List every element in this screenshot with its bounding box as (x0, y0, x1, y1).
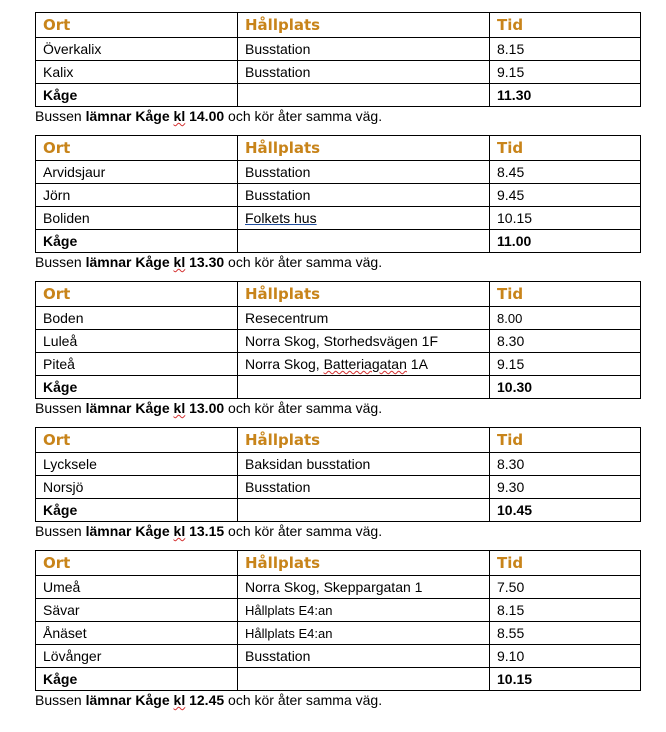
cell-hallplats: Busstation (238, 184, 490, 207)
route-table-2 (35, 135, 641, 253)
cell-hallplats: Resecentrum (238, 307, 490, 330)
destination-row (36, 668, 641, 691)
header-row (36, 13, 641, 38)
table-row (36, 307, 641, 330)
cell-ort: Överkalix (36, 38, 238, 61)
cell-hallplats: Busstation (238, 38, 490, 61)
cell-ort: Kåge (36, 230, 238, 253)
cell-hallplats (238, 668, 490, 691)
cell-ort: Norsjö (36, 476, 238, 499)
route-table-1 (35, 12, 641, 107)
cell-tid: 10.15 (490, 668, 641, 691)
header-hallplats: Hållplats (238, 136, 490, 161)
cell-tid: 9.45 (490, 184, 641, 207)
header-ort: Ort (36, 13, 238, 38)
table-row (36, 161, 641, 184)
destination-row (36, 230, 641, 253)
cell-hallplats (238, 84, 490, 107)
header-ort: Ort (36, 282, 238, 307)
table-row (36, 184, 641, 207)
header-row (36, 282, 641, 307)
cell-tid: 9.15 (490, 61, 641, 84)
table-row (36, 476, 641, 499)
header-ort: Ort (36, 551, 238, 576)
header-row (36, 428, 641, 453)
cell-hallplats: Hållplats E4:an (238, 622, 490, 645)
cell-ort: Lycksele (36, 453, 238, 476)
cell-tid: 8.15 (490, 599, 641, 622)
cell-hallplats: Baksidan busstation (238, 453, 490, 476)
cell-hallplats (238, 376, 490, 399)
table-row (36, 353, 641, 376)
header-hallplats: Hållplats (238, 551, 490, 576)
departure-note-4: Bussen lämnar Kåge kl 13.15 och kör åter samma väg. (35, 523, 383, 539)
cell-ort: Piteå (36, 353, 238, 376)
header-tid: Tid (490, 428, 641, 453)
route-table-5 (35, 550, 641, 691)
cell-ort: Arvidsjaur (36, 161, 238, 184)
hallplats-link: Folkets hus (245, 210, 317, 226)
header-tid: Tid (490, 551, 641, 576)
header-tid: Tid (490, 136, 641, 161)
cell-hallplats (238, 499, 490, 522)
cell-ort: Sävar (36, 599, 238, 622)
table-row (36, 645, 641, 668)
cell-tid: 8.55 (490, 622, 641, 645)
cell-hallplats: Norra Skog, Batteriagatan 1A (238, 353, 490, 376)
table-row (36, 599, 641, 622)
cell-ort: Ånäset (36, 622, 238, 645)
cell-tid: 9.30 (490, 476, 641, 499)
cell-ort: Kåge (36, 84, 238, 107)
table-row (36, 330, 641, 353)
header-hallplats: Hållplats (238, 428, 490, 453)
cell-hallplats: Busstation (238, 161, 490, 184)
cell-ort: Kalix (36, 61, 238, 84)
header-ort: Ort (36, 428, 238, 453)
cell-tid: 8.45 (490, 161, 641, 184)
destination-row (36, 376, 641, 399)
route-table-3 (35, 281, 641, 399)
cell-tid: 11.00 (490, 230, 641, 253)
departure-note-5: Bussen lämnar Kåge kl 12.45 och kör åter samma väg. (35, 692, 383, 708)
document-body (35, 12, 640, 719)
cell-ort: Kåge (36, 376, 238, 399)
departure-note-2: Bussen lämnar Kåge kl 13.30 och kör åter samma väg. (35, 254, 383, 270)
table-row (36, 622, 641, 645)
cell-ort: Lövånger (36, 645, 238, 668)
cell-ort: Boden (36, 307, 238, 330)
table-row (36, 576, 641, 599)
header-tid: Tid (490, 282, 641, 307)
header-hallplats: Hållplats (238, 282, 490, 307)
cell-tid: 8.30 (490, 453, 641, 476)
destination-row (36, 84, 641, 107)
cell-tid: 7.50 (490, 576, 641, 599)
cell-ort: Kåge (36, 668, 238, 691)
header-tid: Tid (490, 13, 641, 38)
cell-hallplats: Norra Skog, Storhedsvägen 1F (238, 330, 490, 353)
cell-tid: 9.15 (490, 353, 641, 376)
header-row (36, 551, 641, 576)
cell-tid: 10.45 (490, 499, 641, 522)
cell-ort: Boliden (36, 207, 238, 230)
cell-ort: Kåge (36, 499, 238, 522)
cell-tid: 8.15 (490, 38, 641, 61)
table-row (36, 207, 641, 230)
departure-note-1: Bussen lämnar Kåge kl 14.00 och kör åter samma väg. (35, 108, 383, 124)
table-row (36, 38, 641, 61)
cell-hallplats (238, 230, 490, 253)
cell-tid: 11.30 (490, 84, 641, 107)
cell-ort: Jörn (36, 184, 238, 207)
cell-tid: 9.10 (490, 645, 641, 668)
table-row (36, 453, 641, 476)
cell-hallplats: Norra Skog, Skeppargatan 1 (238, 576, 490, 599)
departure-note-3: Bussen lämnar Kåge kl 13.00 och kör åter samma väg. (35, 400, 383, 416)
cell-hallplats (238, 207, 490, 230)
cell-tid: 8.00 (490, 307, 641, 330)
header-hallplats: Hållplats (238, 13, 490, 38)
table-row (36, 61, 641, 84)
cell-ort: Luleå (36, 330, 238, 353)
cell-tid: 10.15 (490, 207, 641, 230)
route-table-4 (35, 427, 641, 522)
cell-hallplats: Hållplats E4:an (238, 599, 490, 622)
cell-tid: 8.30 (490, 330, 641, 353)
cell-hallplats: Busstation (238, 61, 490, 84)
header-ort: Ort (36, 136, 238, 161)
header-row (36, 136, 641, 161)
cell-hallplats: Busstation (238, 476, 490, 499)
destination-row (36, 499, 641, 522)
cell-tid: 10.30 (490, 376, 641, 399)
cell-hallplats: Busstation (238, 645, 490, 668)
cell-ort: Umeå (36, 576, 238, 599)
